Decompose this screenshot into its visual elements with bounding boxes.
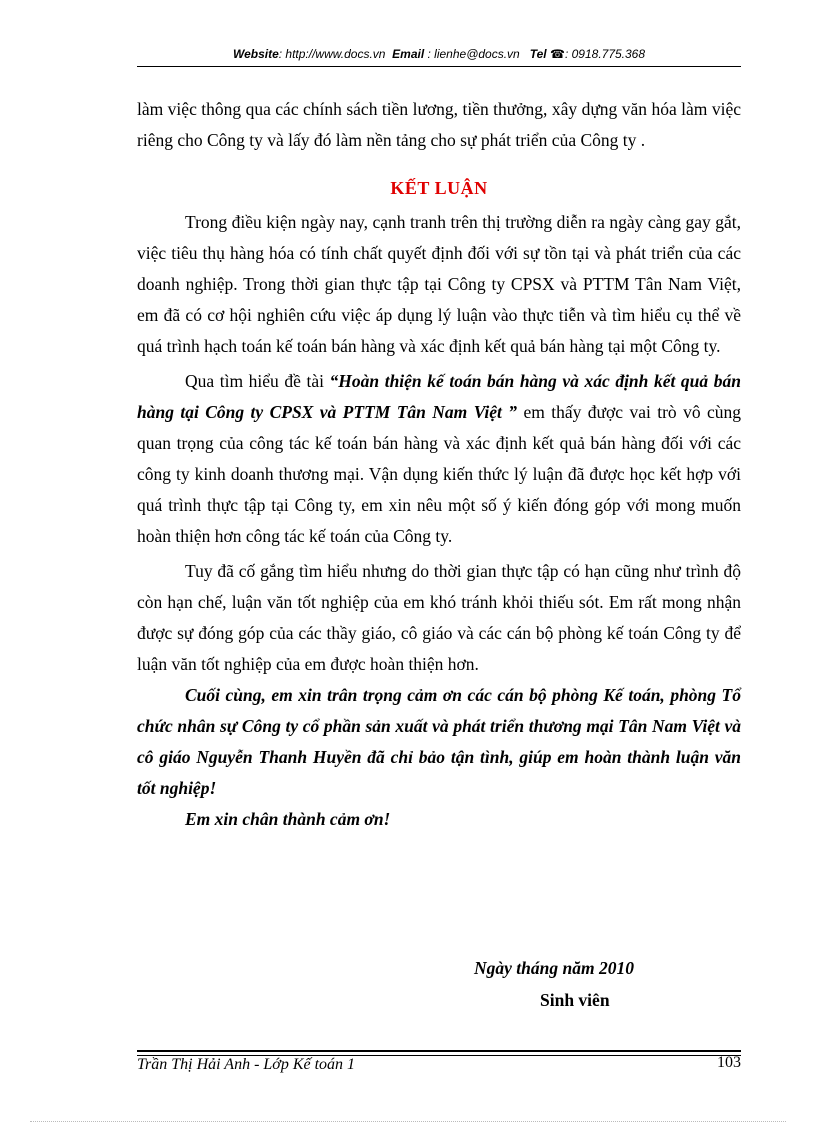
thesis-topic: “Hoàn thiện kế toán bán hàng và xác định kết quả bán hàng tại Công ty CPSX và PTTM Tân Nam Việt ” bbox=[137, 371, 741, 422]
page-number: 103 bbox=[717, 1054, 741, 1071]
tel-value: : 0918.775.368 bbox=[564, 47, 646, 61]
signature-role: Sinh viên bbox=[540, 990, 610, 1010]
page-edge-divider bbox=[30, 1121, 786, 1122]
website-value: : http://www.docs.vn bbox=[278, 47, 386, 61]
signature-date: Ngày tháng năm 2010 bbox=[474, 958, 634, 978]
tel-label: Tel bbox=[529, 47, 547, 61]
page-header bbox=[137, 44, 741, 67]
website-label: Website bbox=[232, 47, 279, 61]
email-value: : lienhe@docs.vn bbox=[427, 47, 520, 61]
continued-paragraph: làm việc thông qua các chính sách tiền lương, tiền thưởng, xây dựng văn hóa làm việc riêng cho Công ty và lấy đó làm nền tảng cho sự phát triển của Công ty . bbox=[137, 99, 741, 150]
acknowledgement-paragraph: Cuối cùng, em xin trân trọng cảm ơn các cán bộ phòng Kế toán, phòng Tổ chức nhân sự Công ty cổ phần sản xuất và phát triển thương mại Tân Nam Việt và cô giáo Nguyễn Thanh Huyền đã chỉ bảo tận tình, giúp em hoàn thành luận văn tốt nghiệp! bbox=[137, 685, 741, 798]
email-label: Email bbox=[392, 47, 425, 61]
conclusion-paragraph-3: Tuy đã cố gắng tìm hiểu nhưng do thời gian thực tập có hạn cũng như trình độ còn hạn chế, luận văn tốt nghiệp của em khó tránh khỏi thiếu sót. Em rất mong nhận được sự đóng góp của các thầy giáo, cô giáo và các cán bộ phòng kế toán Công ty để luận văn tốt nghiệp của em được hoàn thiện hơn. bbox=[137, 561, 741, 674]
document-body bbox=[137, 94, 741, 835]
phone-icon: ☎ bbox=[550, 47, 565, 61]
conclusion-paragraph-2 bbox=[137, 366, 741, 552]
section-title: KẾT LUẬN bbox=[390, 178, 488, 198]
paragraph-2-prefix: Qua tìm hiểu đề tài bbox=[185, 371, 330, 391]
paragraph-2-suffix: em thấy được vai trò vô cùng quan trọng của công tác kế toán bán hàng và xác định kết quả bán hàng đối với các công ty kinh doanh thương mại. Vận dụng kiến thức lý luận đã được học kết hợp với quá trình thực tập tại Công ty, em xin nêu một số ý kiến đóng góp với mong muốn hoàn thiện hơn công tác kế toán của Công ty. bbox=[137, 402, 741, 546]
thanks-line: Em xin chân thành cảm ơn! bbox=[185, 809, 391, 829]
footer-author: Trần Thị Hải Anh - Lớp Kế toán 1 bbox=[137, 1056, 356, 1073]
conclusion-paragraph-1: Trong điều kiện ngày nay, cạnh tranh trên thị trường diễn ra ngày càng gay gắt, việc tiêu thụ hàng hóa có tính chất quyết định đối với sự tồn tại và phát triển của các doanh nghiệp. Trong thời gian thực tập tại Công ty CPSX và PTTM Tân Nam Việt, em đã có cơ hội nghiên cứu việc áp dụng lý luận vào thực tiễn và tìm hiểu cụ thể về quá trình hạch toán kế toán bán hàng và xác định kết quả bán hàng tại một Công ty. bbox=[137, 212, 741, 356]
